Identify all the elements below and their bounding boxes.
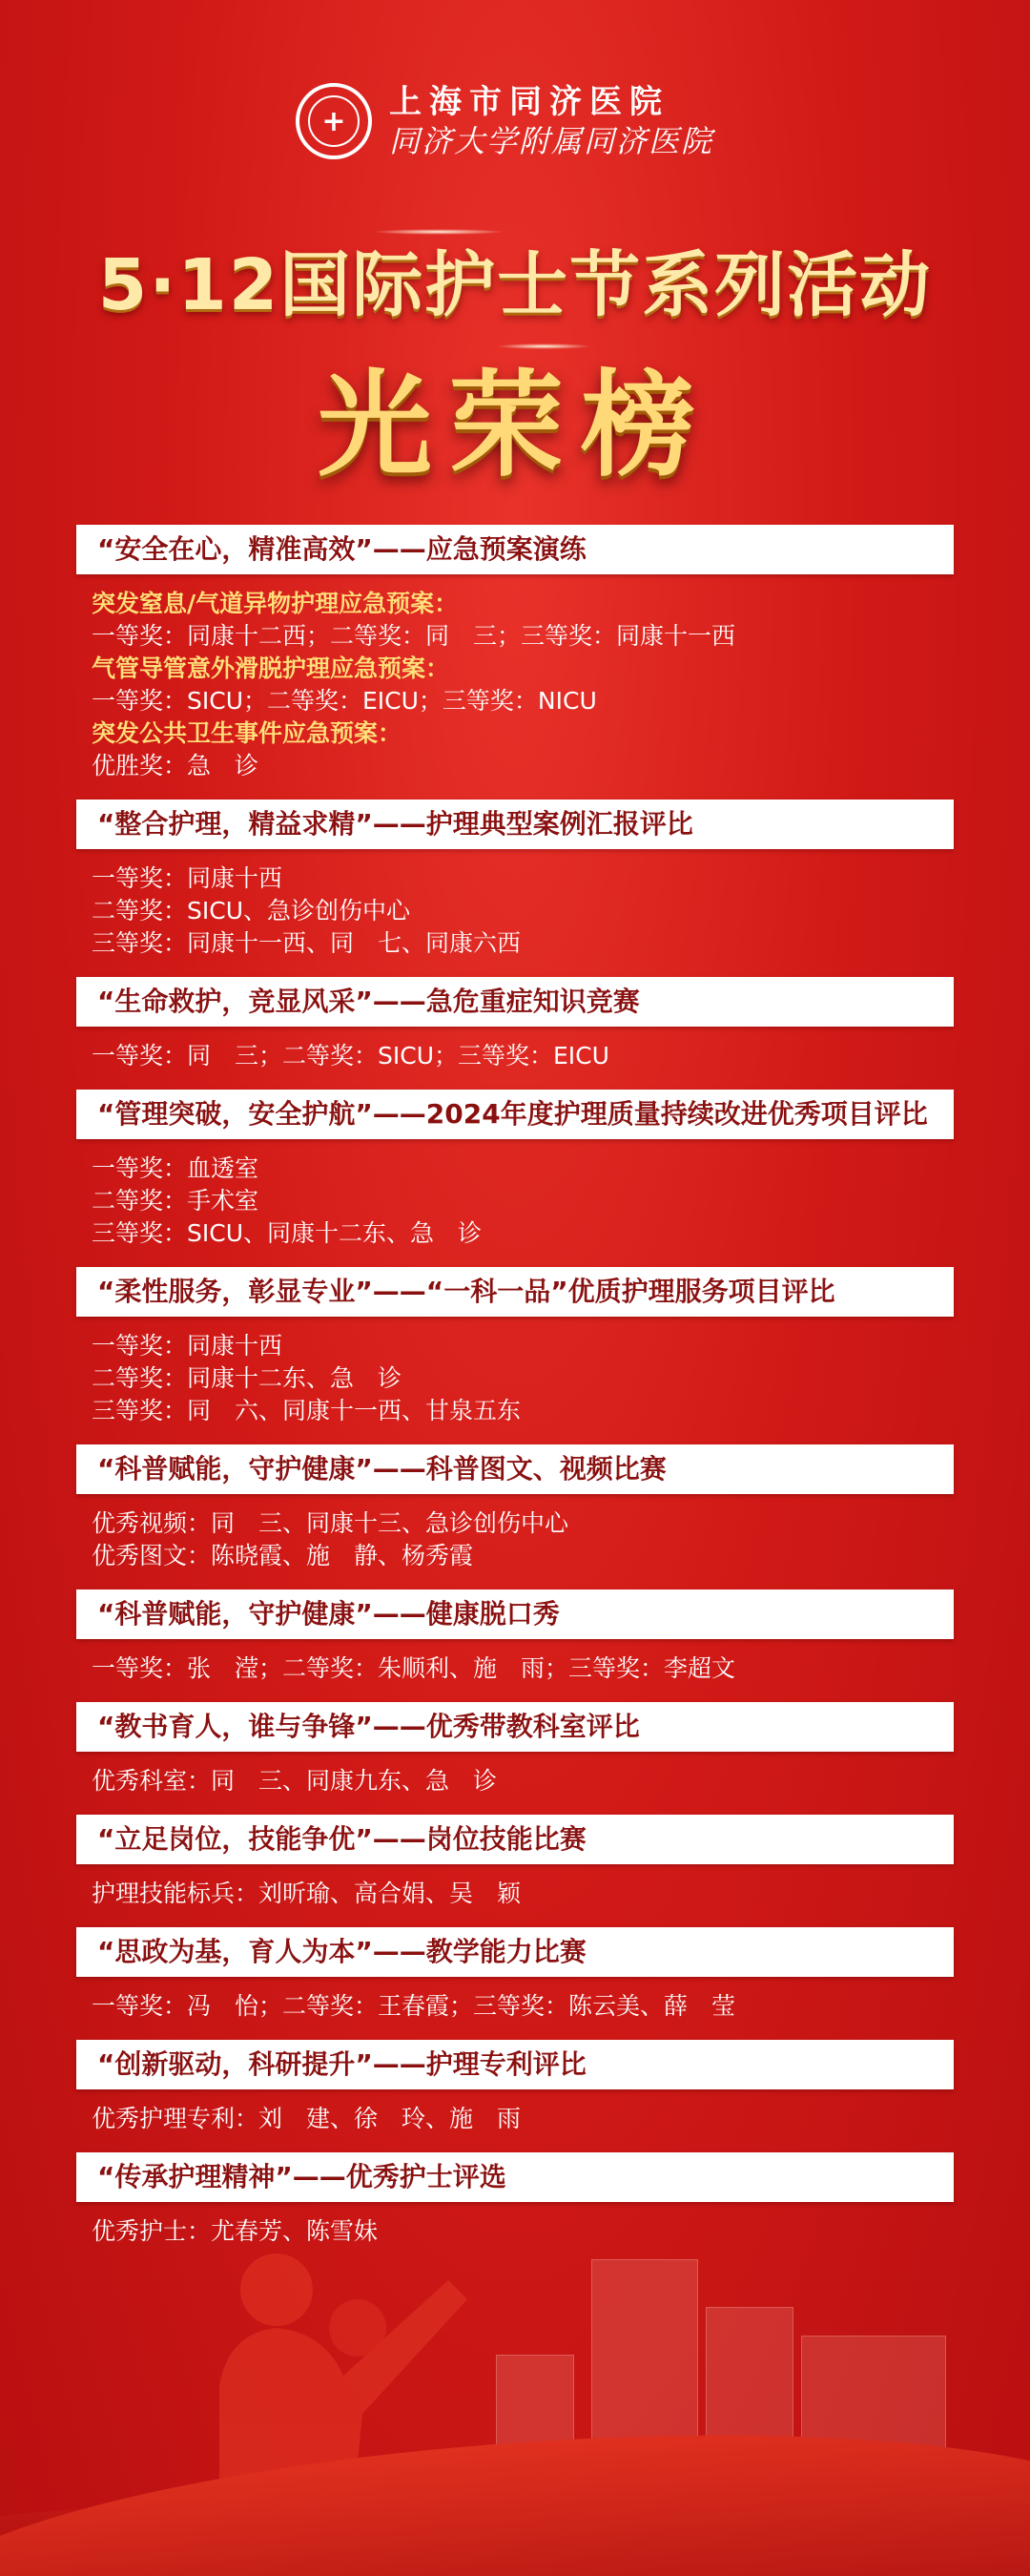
hospital-affiliation: 同济大学附属同济医院	[389, 123, 714, 159]
award-line: 三等奖：同 六、同康十一西、甘泉五东	[92, 1397, 522, 1424]
section-title: “柔性服务，彰显专业”——“一科一品”优质护理服务项目评比	[76, 1267, 954, 1317]
header	[0, 0, 1030, 496]
page-title: 5·12国际护士节系列活动	[97, 244, 933, 326]
section-title: “创新驱动，科研提升”——护理专利评比	[76, 2040, 954, 2089]
award-items	[76, 1639, 954, 1685]
award-category: 突发公共卫生事件应急预案：	[92, 719, 402, 747]
section-title: “科普赋能，守护健康”——健康脱口秀	[76, 1589, 954, 1639]
award-line: 一等奖：血透室	[92, 1154, 259, 1182]
award-category: 突发窒息/气道异物护理应急预案：	[92, 590, 459, 617]
award-line: 一等奖：SICU；二等奖：EICU；三等奖：NICU	[92, 687, 597, 715]
award-category: 气管导管意外滑脱护理应急预案：	[92, 654, 450, 682]
award-line: 二等奖：SICU、急诊创伤中心	[92, 897, 410, 924]
award-line: 一等奖：冯 怡；二等奖：王春霞；三等奖：陈云美、薛 莹	[92, 1992, 736, 2020]
section-title: “教书育人，谁与争锋”——优秀带教科室评比	[76, 1702, 954, 1752]
award-section	[76, 800, 954, 960]
award-line: 优秀护理专利：刘 建、徐 玲、施 雨	[92, 2105, 522, 2132]
award-line: 一等奖：同 三；二等奖：SICU；三等奖：EICU	[92, 1042, 609, 1070]
section-title: “安全在心，精准高效”——应急预案演练	[76, 525, 954, 574]
award-section	[76, 1444, 954, 1572]
section-title: “传承护理精神”——优秀护士评选	[76, 2152, 954, 2202]
award-section	[76, 1927, 954, 2023]
award-section	[76, 525, 954, 782]
award-items	[76, 2089, 954, 2135]
award-line: 一等奖：同康十西	[92, 864, 283, 892]
award-line: 三等奖：SICU、同康十二东、急 诊	[92, 1219, 482, 1247]
hospital-name: 上海市同济医院	[389, 83, 670, 121]
award-section	[76, 1702, 954, 1797]
award-items	[76, 849, 954, 960]
section-title: “思政为基，育人为本”——教学能力比赛	[76, 1927, 954, 1977]
award-items	[76, 1494, 954, 1572]
award-line: 一等奖：同康十西	[92, 1332, 283, 1360]
award-items	[76, 1864, 954, 1910]
award-section	[76, 1090, 954, 1250]
honor-list	[76, 525, 954, 2265]
cross-icon: +	[308, 95, 360, 147]
award-line: 三等奖：同康十一西、同 七、同康六西	[92, 929, 522, 957]
award-items	[76, 574, 954, 782]
section-title: “管理突破，安全护航”——2024年度护理质量持续改进优秀项目评比	[76, 1090, 954, 1139]
award-items	[76, 1139, 954, 1250]
award-section	[76, 977, 954, 1072]
honor-title: 光荣榜	[318, 358, 712, 492]
award-items	[76, 1027, 954, 1072]
award-line: 二等奖：同康十二东、急 诊	[92, 1364, 402, 1392]
section-title: “科普赋能，守护健康”——科普图文、视频比赛	[76, 1444, 954, 1494]
award-section	[76, 1267, 954, 1427]
section-title: “生命救护，竞显风采”——急危重症知识竞赛	[76, 977, 954, 1027]
award-section	[76, 1589, 954, 1685]
award-items	[76, 1977, 954, 2023]
hospital-name-block	[389, 82, 713, 160]
award-line: 护理技能标兵：刘昕瑜、高合娟、吴 颖	[92, 1880, 522, 1907]
award-section	[76, 2040, 954, 2135]
section-title: “立足岗位，技能争优”——岗位技能比赛	[76, 1815, 954, 1864]
section-title: “整合护理，精益求精”——护理典型案例汇报评比	[76, 800, 954, 849]
award-items	[76, 1317, 954, 1427]
hospital-emblem-icon	[296, 83, 372, 159]
award-line: 一等奖：张 滢；二等奖：朱顺利、施 雨；三等奖：李超文	[92, 1654, 736, 1682]
award-line: 优秀护士：尤春芳、陈雪妹	[92, 2217, 379, 2245]
award-line: 优秀图文：陈晓霞、施 静、杨秀霞	[92, 1542, 474, 1569]
award-line: 优秀科室：同 三、同康九东、急 诊	[92, 1767, 498, 1795]
award-items	[76, 1752, 954, 1797]
award-line: 二等奖：手术室	[92, 1187, 259, 1215]
footer-decoration	[0, 2147, 1030, 2576]
award-line: 优秀视频：同 三、同康十三、急诊创伤中心	[92, 1509, 569, 1537]
award-line: 一等奖：同康十二西；二等奖：同 三；三等奖：同康十一西	[92, 622, 736, 650]
award-line: 优胜奖：急 诊	[92, 752, 259, 779]
hospital-logo	[296, 82, 713, 160]
award-section	[76, 1815, 954, 1910]
